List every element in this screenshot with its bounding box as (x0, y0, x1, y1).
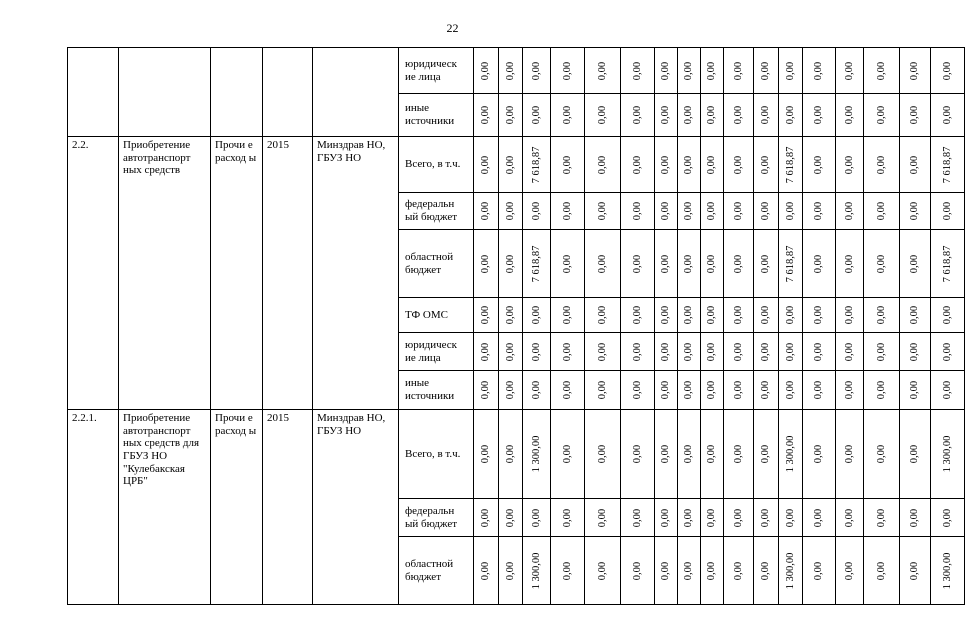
value-cell: 0,00 (864, 230, 900, 298)
value-cell: 0,00 (900, 298, 931, 333)
funding-source-cell: иные источники (399, 371, 474, 410)
value-cell: 0,00 (900, 333, 931, 371)
value-cell: 0,00 (621, 137, 655, 193)
value-cell: 0,00 (864, 537, 900, 605)
value-cell: 0,00 (701, 193, 724, 230)
value-cell: 0,00 (701, 94, 724, 137)
value-cell: 0,00 (724, 48, 754, 94)
value-cell: 0,00 (474, 94, 499, 137)
funding-source-cell: Всего, в т.ч. (399, 137, 474, 193)
value-cell: 1 300,00 (931, 410, 965, 499)
value-cell: 7 618,87 (779, 137, 803, 193)
value-cell: 0,00 (779, 48, 803, 94)
value-cell: 0,00 (803, 137, 836, 193)
value-cell: 0,00 (655, 94, 678, 137)
value-cell: 0,00 (474, 371, 499, 410)
value-cell: 1 300,00 (931, 537, 965, 605)
value-cell: 0,00 (621, 333, 655, 371)
item-name-cell: Приобретение автотранспорт ных средств (119, 137, 211, 410)
value-cell: 0,00 (836, 230, 864, 298)
value-cell: 0,00 (900, 410, 931, 499)
value-cell: 0,00 (621, 410, 655, 499)
item-type-cell: Прочи е расход ы (211, 137, 263, 410)
value-cell: 0,00 (836, 499, 864, 537)
value-cell: 0,00 (836, 371, 864, 410)
item-number-cell: 2.2. (68, 137, 119, 410)
value-cell: 0,00 (900, 537, 931, 605)
value-cell: 0,00 (499, 298, 523, 333)
value-cell: 0,00 (724, 137, 754, 193)
value-cell: 0,00 (621, 371, 655, 410)
value-cell: 0,00 (836, 537, 864, 605)
value-cell: 0,00 (803, 48, 836, 94)
value-cell: 0,00 (655, 48, 678, 94)
funding-source-cell: ТФ ОМС (399, 298, 474, 333)
value-cell: 0,00 (499, 48, 523, 94)
value-cell: 0,00 (678, 193, 701, 230)
value-cell: 0,00 (803, 499, 836, 537)
value-cell: 0,00 (803, 298, 836, 333)
value-cell: 0,00 (836, 94, 864, 137)
value-cell: 0,00 (523, 298, 551, 333)
value-cell: 0,00 (523, 48, 551, 94)
value-cell: 0,00 (931, 333, 965, 371)
value-cell: 0,00 (754, 537, 779, 605)
item-type-cell (211, 48, 263, 137)
value-cell: 0,00 (864, 137, 900, 193)
value-cell: 0,00 (701, 410, 724, 499)
value-cell: 0,00 (551, 230, 585, 298)
value-cell: 0,00 (779, 94, 803, 137)
value-cell: 0,00 (655, 298, 678, 333)
value-cell: 0,00 (754, 298, 779, 333)
value-cell: 0,00 (724, 94, 754, 137)
value-cell: 0,00 (754, 333, 779, 371)
value-cell: 0,00 (585, 298, 621, 333)
value-cell: 0,00 (900, 94, 931, 137)
value-cell: 0,00 (499, 193, 523, 230)
value-cell: 0,00 (474, 193, 499, 230)
value-cell: 1 300,00 (523, 537, 551, 605)
value-cell: 0,00 (701, 48, 724, 94)
value-cell: 0,00 (551, 499, 585, 537)
value-cell: 0,00 (621, 537, 655, 605)
value-cell: 0,00 (754, 137, 779, 193)
value-cell: 0,00 (724, 410, 754, 499)
value-cell: 0,00 (655, 333, 678, 371)
item-year-cell (263, 48, 313, 137)
funding-source-cell: юридическ ие лица (399, 48, 474, 94)
value-cell: 0,00 (803, 410, 836, 499)
item-number-cell (68, 48, 119, 137)
value-cell: 0,00 (655, 137, 678, 193)
item-executor-cell: Минздрав НО, ГБУЗ НО (313, 137, 399, 410)
item-type-cell: Прочи е расход ы (211, 410, 263, 605)
value-cell: 0,00 (621, 230, 655, 298)
value-cell: 0,00 (724, 537, 754, 605)
value-cell: 0,00 (803, 230, 836, 298)
value-cell: 0,00 (779, 298, 803, 333)
value-cell: 0,00 (474, 230, 499, 298)
value-cell: 0,00 (754, 230, 779, 298)
value-cell: 0,00 (900, 137, 931, 193)
value-cell: 0,00 (474, 137, 499, 193)
value-cell: 0,00 (678, 298, 701, 333)
value-cell: 0,00 (678, 371, 701, 410)
value-cell: 0,00 (931, 499, 965, 537)
item-executor-cell: Минздрав НО, ГБУЗ НО (313, 410, 399, 605)
value-cell: 0,00 (931, 48, 965, 94)
value-cell: 0,00 (585, 230, 621, 298)
value-cell: 0,00 (551, 94, 585, 137)
value-cell: 0,00 (474, 48, 499, 94)
value-cell: 0,00 (499, 410, 523, 499)
value-cell: 0,00 (864, 193, 900, 230)
value-cell: 0,00 (864, 298, 900, 333)
value-cell: 0,00 (803, 94, 836, 137)
value-cell: 0,00 (474, 333, 499, 371)
value-cell: 0,00 (754, 499, 779, 537)
value-cell: 0,00 (621, 193, 655, 230)
value-cell: 0,00 (655, 410, 678, 499)
item-name-cell (119, 48, 211, 137)
funding-source-cell: областной бюджет (399, 230, 474, 298)
value-cell: 0,00 (754, 193, 779, 230)
value-cell: 0,00 (864, 333, 900, 371)
value-cell: 0,00 (621, 499, 655, 537)
value-cell: 0,00 (724, 298, 754, 333)
value-cell: 0,00 (655, 230, 678, 298)
value-cell: 0,00 (474, 298, 499, 333)
value-cell: 0,00 (499, 371, 523, 410)
value-cell: 0,00 (900, 48, 931, 94)
value-cell: 0,00 (701, 333, 724, 371)
value-cell: 7 618,87 (779, 230, 803, 298)
value-cell: 0,00 (900, 499, 931, 537)
item-year-cell: 2015 (263, 137, 313, 410)
value-cell: 0,00 (551, 193, 585, 230)
value-cell: 0,00 (779, 371, 803, 410)
value-cell: 0,00 (585, 499, 621, 537)
value-cell: 0,00 (678, 333, 701, 371)
value-cell: 0,00 (474, 499, 499, 537)
value-cell: 0,00 (701, 137, 724, 193)
table-row (68, 137, 965, 193)
value-cell: 0,00 (836, 410, 864, 499)
value-cell: 0,00 (724, 371, 754, 410)
funding-source-cell: Всего, в т.ч. (399, 410, 474, 499)
value-cell: 0,00 (779, 193, 803, 230)
value-cell: 0,00 (585, 333, 621, 371)
value-cell: 0,00 (551, 333, 585, 371)
value-cell: 0,00 (523, 193, 551, 230)
value-cell: 0,00 (655, 499, 678, 537)
value-cell: 0,00 (836, 48, 864, 94)
value-cell: 1 300,00 (779, 410, 803, 499)
value-cell: 0,00 (551, 371, 585, 410)
value-cell: 0,00 (836, 333, 864, 371)
funding-source-cell: областной бюджет (399, 537, 474, 605)
value-cell: 0,00 (523, 371, 551, 410)
value-cell: 7 618,87 (523, 230, 551, 298)
value-cell: 0,00 (900, 230, 931, 298)
value-cell: 0,00 (585, 193, 621, 230)
value-cell: 0,00 (864, 94, 900, 137)
value-cell: 0,00 (754, 48, 779, 94)
value-cell: 0,00 (499, 333, 523, 371)
funding-source-cell: федеральн ый бюджет (399, 499, 474, 537)
value-cell: 0,00 (701, 298, 724, 333)
value-cell: 0,00 (523, 94, 551, 137)
value-cell: 0,00 (551, 537, 585, 605)
value-cell: 0,00 (701, 537, 724, 605)
value-cell: 7 618,87 (931, 137, 965, 193)
value-cell: 0,00 (724, 499, 754, 537)
value-cell: 0,00 (523, 333, 551, 371)
funding-source-cell: федеральн ый бюджет (399, 193, 474, 230)
value-cell: 0,00 (754, 371, 779, 410)
value-cell: 0,00 (900, 193, 931, 230)
value-cell: 0,00 (779, 499, 803, 537)
table-row (68, 410, 965, 499)
value-cell: 0,00 (724, 193, 754, 230)
value-cell: 7 618,87 (523, 137, 551, 193)
value-cell: 0,00 (585, 410, 621, 499)
funding-source-cell: иные источники (399, 94, 474, 137)
value-cell: 0,00 (803, 537, 836, 605)
value-cell: 0,00 (701, 499, 724, 537)
value-cell: 0,00 (621, 48, 655, 94)
value-cell: 0,00 (779, 333, 803, 371)
value-cell: 0,00 (931, 94, 965, 137)
value-cell: 0,00 (803, 333, 836, 371)
value-cell: 0,00 (701, 371, 724, 410)
value-cell: 0,00 (836, 298, 864, 333)
value-cell: 0,00 (724, 333, 754, 371)
value-cell: 7 618,87 (931, 230, 965, 298)
value-cell: 1 300,00 (523, 410, 551, 499)
value-cell: 0,00 (585, 94, 621, 137)
value-cell: 0,00 (931, 298, 965, 333)
value-cell: 0,00 (864, 371, 900, 410)
value-cell: 0,00 (551, 137, 585, 193)
funding-source-cell: юридическ ие лица (399, 333, 474, 371)
page-number: 22 (446, 21, 459, 35)
item-year-cell: 2015 (263, 410, 313, 605)
value-cell: 0,00 (585, 48, 621, 94)
value-cell: 0,00 (836, 193, 864, 230)
value-cell: 0,00 (803, 371, 836, 410)
value-cell: 0,00 (864, 410, 900, 499)
item-number-cell: 2.2.1. (68, 410, 119, 605)
value-cell: 0,00 (724, 230, 754, 298)
item-executor-cell (313, 48, 399, 137)
value-cell: 0,00 (551, 48, 585, 94)
value-cell: 0,00 (585, 137, 621, 193)
value-cell: 0,00 (523, 499, 551, 537)
value-cell: 0,00 (499, 499, 523, 537)
value-cell: 0,00 (836, 137, 864, 193)
value-cell: 0,00 (754, 410, 779, 499)
value-cell: 0,00 (803, 193, 836, 230)
value-cell: 0,00 (499, 537, 523, 605)
value-cell: 0,00 (678, 230, 701, 298)
value-cell: 0,00 (474, 410, 499, 499)
value-cell: 0,00 (499, 137, 523, 193)
value-cell: 0,00 (678, 94, 701, 137)
budget-table (67, 47, 965, 605)
value-cell: 0,00 (621, 94, 655, 137)
value-cell: 0,00 (678, 48, 701, 94)
value-cell: 1 300,00 (779, 537, 803, 605)
value-cell: 0,00 (678, 537, 701, 605)
value-cell: 0,00 (701, 230, 724, 298)
value-cell: 0,00 (655, 371, 678, 410)
value-cell: 0,00 (585, 371, 621, 410)
value-cell: 0,00 (499, 94, 523, 137)
value-cell: 0,00 (864, 499, 900, 537)
item-name-cell: Приобретение автотранспорт ных средств для ГБУЗ НО "Кулебакская ЦРБ" (119, 410, 211, 605)
value-cell: 0,00 (474, 537, 499, 605)
value-cell: 0,00 (678, 410, 701, 499)
value-cell: 0,00 (655, 193, 678, 230)
value-cell: 0,00 (621, 298, 655, 333)
value-cell: 0,00 (655, 537, 678, 605)
value-cell: 0,00 (931, 193, 965, 230)
value-cell: 0,00 (900, 371, 931, 410)
value-cell: 0,00 (754, 94, 779, 137)
value-cell: 0,00 (499, 230, 523, 298)
value-cell: 0,00 (678, 499, 701, 537)
value-cell: 0,00 (585, 537, 621, 605)
value-cell: 0,00 (931, 371, 965, 410)
value-cell: 0,00 (864, 48, 900, 94)
value-cell: 0,00 (551, 298, 585, 333)
value-cell: 0,00 (678, 137, 701, 193)
value-cell: 0,00 (551, 410, 585, 499)
table-row (68, 48, 965, 94)
